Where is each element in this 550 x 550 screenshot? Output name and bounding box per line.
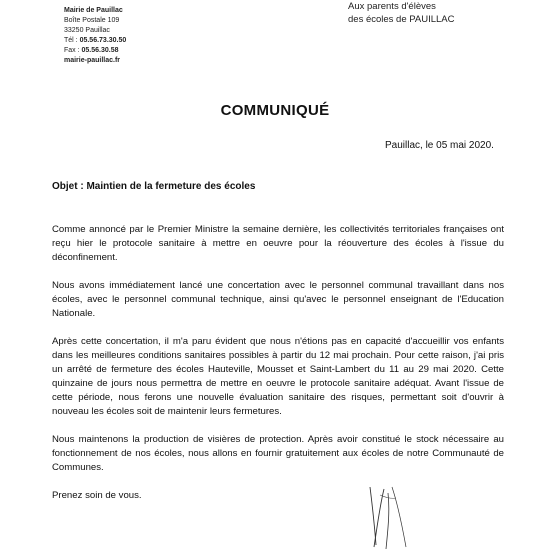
recipient-line-2: des écoles de PAUILLAC bbox=[348, 14, 455, 25]
sender-fax-label: Fax : bbox=[64, 47, 80, 54]
sender-fax bbox=[64, 46, 126, 56]
paragraph-3: Après cette concertation, il m'a paru évident que nous n'étions pas en capacité d'accueillir vos enfants dans les meilleures conditions sanitaires possibles à partir du 12 mai prochain. Pour cette raison, j'ai pris un arrêté de fermeture des écoles Hauteville, Mousset et Saint-Lambert du 11 au 29 mai 2020. Cette quinzaine de jours nous permettra de mettre en oeuvre le protocole sanitaire adéquat. Avant l'issue de cette période, nous ferons une nouvelle évaluation sanitaire des risques, permettant soit d'ouvrir à nouveau les écoles soit de maintenir leurs fermetures. bbox=[52, 336, 504, 417]
sender-address-line-1: Boîte Postale 109 bbox=[64, 17, 120, 24]
letter-body bbox=[52, 223, 504, 517]
paragraph-closing: Prenez soin de vous. bbox=[52, 490, 142, 501]
paragraph-4: Nous maintenons la production de visières de protection. Après avoir constitué le stock nécessaire au fonctionnement de nos écoles, nous allons en fournir gratuitement aux écoles de notre Communauté de Communes. bbox=[52, 434, 504, 473]
sender-address-line-2: 33250 Pauillac bbox=[64, 27, 110, 34]
sender-phone bbox=[64, 36, 126, 46]
date-line: Pauillac, le 05 mai 2020. bbox=[385, 140, 494, 151]
recipient-line-1: Aux parents d'élèves bbox=[348, 1, 436, 12]
recipient-block bbox=[348, 0, 455, 26]
object-line: Objet : Maintien de la fermeture des écoles bbox=[52, 181, 256, 192]
sender-website: mairie-pauillac.fr bbox=[64, 57, 121, 64]
document-title: COMMUNIQUÉ bbox=[220, 102, 330, 119]
sender-fax-number: 05.56.30.58 bbox=[81, 47, 119, 54]
paragraph-1: Comme annoncé par le Premier Ministre la semaine dernière, les collectivités territoriales françaises ont reçu hier le protocole sanitaire à mettre en oeuvre pour la réouverture des écoles à l'issue du déconfinement. bbox=[52, 224, 504, 263]
handwritten-signature bbox=[340, 485, 430, 550]
paragraph-2: Nous avons immédiatement lancé une concertation avec le personnel communal travaillant dans nos écoles, avec le personnel communal technique, ainsi qu'avec le personnel enseignant de l'Education Nationale. bbox=[52, 280, 504, 319]
sender-name: Mairie de Pauillac bbox=[64, 7, 123, 14]
sender-phone-label: Tél : bbox=[64, 37, 78, 44]
sender-phone-number: 05.56.73.30.50 bbox=[79, 37, 127, 44]
sender-address-block bbox=[64, 6, 126, 66]
